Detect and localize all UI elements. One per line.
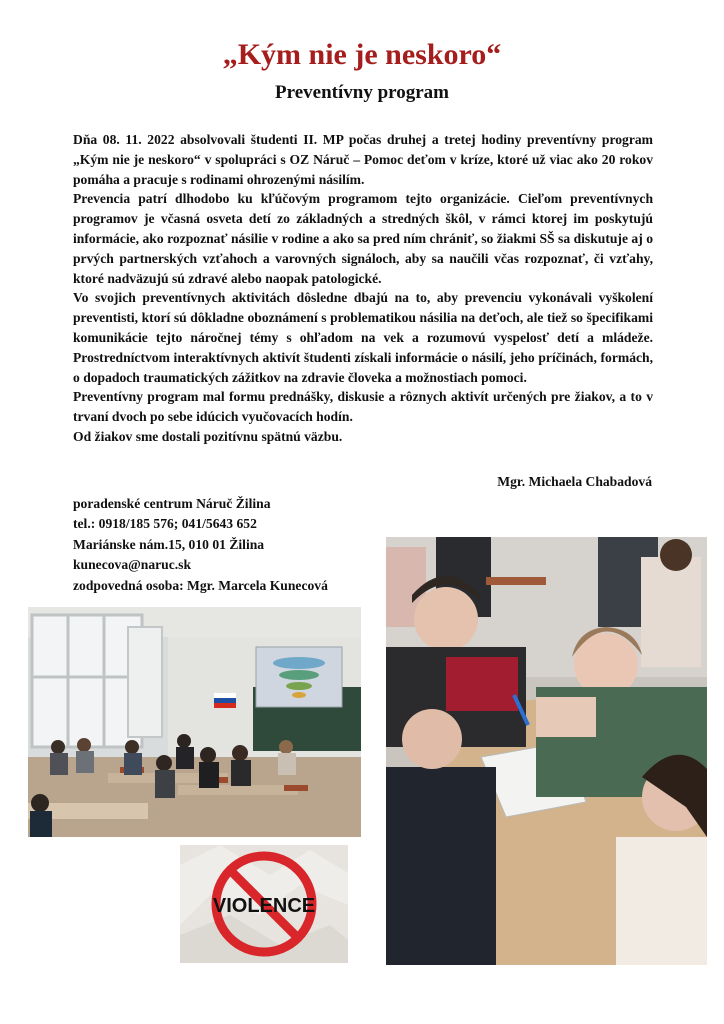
page-subtitle: Preventívny program xyxy=(275,82,449,103)
violence-sign-text: VIOLENCE xyxy=(212,895,316,917)
contact-address: Mariánske nám.15, 010 01 Žilina xyxy=(73,536,265,552)
article-paragraph: Preventívny program mal formu prednášky, diskusie a rôznych aktivít určených pre žiakov, a to v trvaní dvoch po sebe idúcich vyučovacích hodín. xyxy=(73,389,653,425)
article-paragraph: Od žiakov sme dostali pozitívnu spätnú väzbu. xyxy=(73,428,343,444)
students-photo xyxy=(386,537,707,965)
no-violence-image xyxy=(180,845,348,963)
contact-block xyxy=(73,494,328,596)
article-body xyxy=(73,130,653,447)
article-paragraph: Prevencia patrí dlhodobo ku kľúčovým programom tejto organizácie. Cieľom preventívnych programov je včasná osveta detí zo základných a stredných škôl, v rámci ktorej im poskytujú informácie, ako rozpoznať násilie v rodine a ako sa pred ním chrániť, so žiakmi SŠ sa diskutuje aj o prvých partnerských vzťahoch a varovných signáloch, aby sa naučili včas rozpoznať, či vzťahy, ktoré nadväzujú sú zdravé alebo naopak patologické. xyxy=(73,191,653,286)
article-paragraph: Dňa 08. 11. 2022 absolvovali študenti II. MP počas druhej a tretej hodiny preventívny program „Kým nie je neskoro“ v spolupráci s OZ Náruč – Pomoc deťom v kríze, ktoré už viac ako 20 rokov pomáha a pracuje s rodinami ohrozenými násilím. xyxy=(73,132,653,187)
contact-email: kunecova@naruc.sk xyxy=(73,557,192,573)
contact-person: zodpovedná osoba: Mgr. Marcela Kunecová xyxy=(73,577,328,593)
article-paragraph: Vo svojich preventívnych aktivitách dôsledne dbajú na to, aby prevenciu vykonávali vyškolení preventisti, ktorí sú dôkladne oboznámení s problematikou násilia na deťoch, ale tiež so špecifikami komunikácie tejto náročnej témy s ohľadom na vek a rozumovú vyspelosť detí a mládeže. Prostredníctvom interaktívnych aktivít študenti získali informácie o násilí, jeho príčinách, formách, o dopadoch traumatických zážitkov na zdravie človeka a možnostiach pomoci. xyxy=(73,290,653,385)
contact-org: poradenské centrum Náruč Žilina xyxy=(73,496,271,511)
contact-phone: tel.: 0918/185 576; 041/5643 652 xyxy=(73,516,257,532)
classroom-photo xyxy=(28,607,361,837)
author-signature: Mgr. Michaela Chabadová xyxy=(497,474,652,489)
page-title: „Kým nie je neskoro“ xyxy=(222,38,502,71)
